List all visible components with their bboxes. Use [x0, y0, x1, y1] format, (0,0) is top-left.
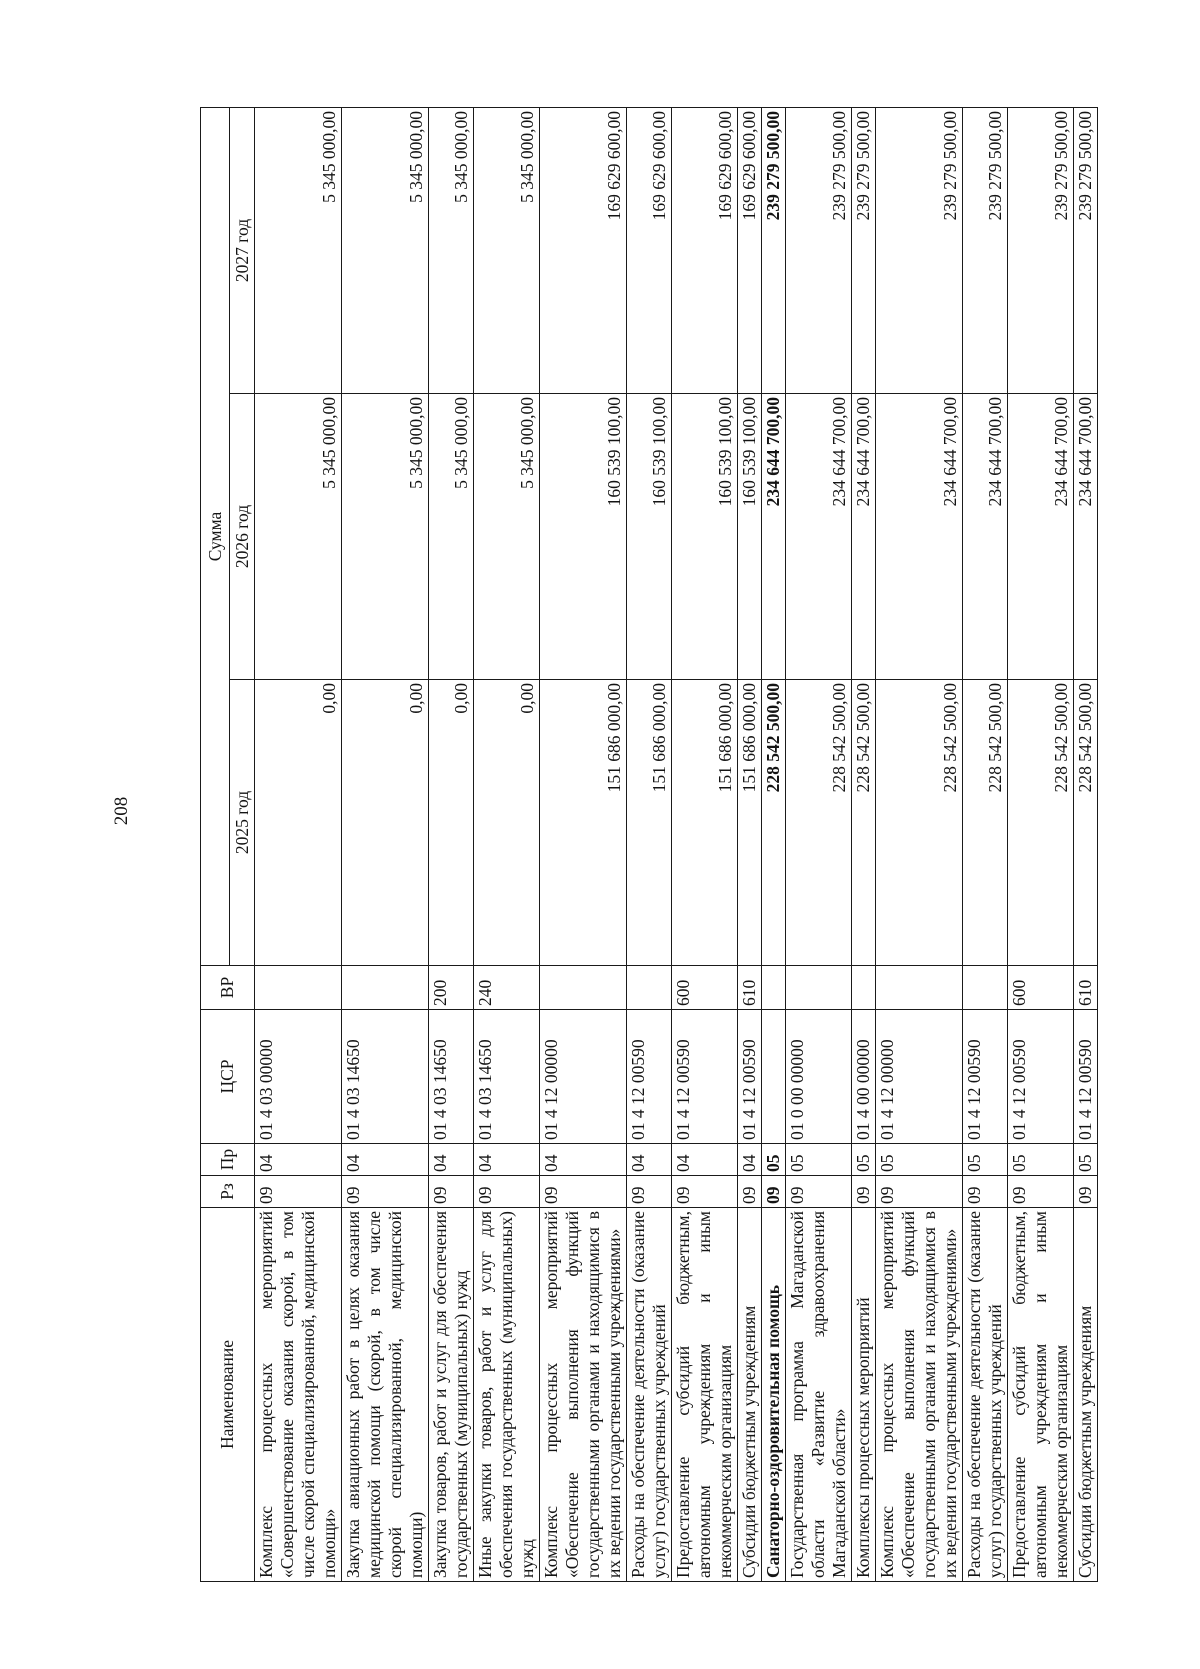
cell-y2027: 169 629 600,00: [540, 107, 627, 393]
cell-csr: 01 4 12 00000: [540, 1010, 627, 1144]
cell-vr: 600: [672, 966, 738, 1010]
cell-y2025: 228 542 500,00: [876, 680, 963, 966]
cell-vr: 610: [1074, 966, 1098, 1010]
cell-y2026: 234 644 700,00: [876, 394, 963, 680]
cell-pr: 04: [255, 1144, 342, 1176]
cell-y2025: 228 542 500,00: [963, 680, 1008, 966]
cell-pr: 05: [876, 1144, 963, 1176]
cell-csr: 01 4 12 00590: [627, 1010, 672, 1144]
cell-y2027: 239 279 500,00: [762, 107, 786, 393]
cell-y2025: 151 686 000,00: [672, 680, 738, 966]
cell-y2025: 0,00: [255, 680, 342, 966]
cell-pr: 05: [1008, 1144, 1074, 1176]
table-row: [627, 107, 672, 1581]
cell-y2026: 234 644 700,00: [963, 394, 1008, 680]
cell-y2026: 234 644 700,00: [852, 394, 876, 680]
cell-rz: 09: [876, 1176, 963, 1208]
cell-y2027: 239 279 500,00: [852, 107, 876, 393]
cell-y2025: 228 542 500,00: [786, 680, 852, 966]
table-row: [342, 107, 429, 1581]
cell-pr: 05: [786, 1144, 852, 1176]
cell-rz: 09: [672, 1176, 738, 1208]
cell-y2026: 5 345 000,00: [342, 394, 429, 680]
cell-vr: 600: [1008, 966, 1074, 1010]
cell-vr: [540, 966, 627, 1010]
cell-pr: 04: [342, 1144, 429, 1176]
cell-y2027: 5 345 000,00: [429, 107, 474, 393]
cell-csr: 01 4 12 00590: [672, 1010, 738, 1144]
header-name: Наименование: [201, 1208, 255, 1582]
cell-y2026: 234 644 700,00: [762, 394, 786, 680]
cell-vr: [786, 966, 852, 1010]
cell-csr: 01 4 12 00590: [738, 1010, 762, 1144]
cell-vr: [852, 966, 876, 1010]
cell-name: Комплекс процессных мероприятий «Обеспечение выполнения функций государственными органами и находящимися в их ведении государственными учреждениями»: [540, 1208, 627, 1582]
cell-y2025: 228 542 500,00: [762, 680, 786, 966]
cell-name: Иные закупки товаров, работ и услуг для обеспечения государственных (муниципальных) нужд: [474, 1208, 540, 1582]
cell-rz: 09: [540, 1176, 627, 1208]
cell-y2026: 5 345 000,00: [474, 394, 540, 680]
cell-vr: [963, 966, 1008, 1010]
cell-pr: 05: [963, 1144, 1008, 1176]
header-2025: 2025 год: [230, 680, 255, 966]
cell-vr: 200: [429, 966, 474, 1010]
header-sum: Сумма: [201, 107, 230, 965]
cell-pr: 05: [1074, 1144, 1098, 1176]
cell-name: Предоставление субсидий бюджетным, автономным учреждениям и иным некоммерческим организациям: [672, 1208, 738, 1582]
cell-vr: 610: [738, 966, 762, 1010]
cell-pr: 04: [627, 1144, 672, 1176]
cell-rz: 09: [762, 1176, 786, 1208]
cell-vr: 240: [474, 966, 540, 1010]
cell-y2025: 228 542 500,00: [852, 680, 876, 966]
cell-name: Субсидии бюджетным учреждениям: [1074, 1208, 1098, 1582]
table-row: [672, 107, 738, 1581]
table-row: [1074, 107, 1098, 1581]
cell-y2027: 169 629 600,00: [672, 107, 738, 393]
header-2026: 2026 год: [230, 394, 255, 680]
cell-name: Государственная программа Магаданской области «Развитие здравоохранения Магаданской области»: [786, 1208, 852, 1582]
cell-y2027: 239 279 500,00: [786, 107, 852, 393]
cell-y2027: 239 279 500,00: [1074, 107, 1098, 393]
cell-y2026: 5 345 000,00: [255, 394, 342, 680]
cell-rz: 09: [474, 1176, 540, 1208]
cell-y2026: 5 345 000,00: [429, 394, 474, 680]
cell-csr: 01 4 03 14650: [342, 1010, 429, 1144]
cell-y2027: 239 279 500,00: [1008, 107, 1074, 393]
cell-name: Закупка товаров, работ и услуг для обеспечения государственных (муниципальных) нужд: [429, 1208, 474, 1582]
header-rz: Рз: [201, 1176, 255, 1208]
rotated-page-content: [200, 108, 1095, 1582]
cell-rz: 09: [255, 1176, 342, 1208]
cell-y2026: 160 539 100,00: [627, 394, 672, 680]
cell-pr: 05: [852, 1144, 876, 1176]
cell-vr: [255, 966, 342, 1010]
table-row: [540, 107, 627, 1581]
cell-name: Комплекс процессных мероприятий «Обеспечение выполнения функций государственными органами и находящимися в их ведении государственными учреждениями»: [876, 1208, 963, 1582]
header-vr: ВР: [201, 966, 255, 1010]
table-row: [963, 107, 1008, 1581]
table-row: [762, 107, 786, 1581]
budget-table: [200, 107, 1098, 1582]
cell-y2025: 228 542 500,00: [1074, 680, 1098, 966]
cell-name: Расходы на обеспечение деятельности (оказание услуг) государственных учреждений: [963, 1208, 1008, 1582]
cell-csr: 01 4 12 00000: [876, 1010, 963, 1144]
cell-name: Комплексы процессных мероприятий: [852, 1208, 876, 1582]
cell-y2026: 234 644 700,00: [1074, 394, 1098, 680]
cell-csr: 01 0 00 00000: [786, 1010, 852, 1144]
cell-y2026: 234 644 700,00: [786, 394, 852, 680]
table-row: [429, 107, 474, 1581]
cell-rz: 09: [786, 1176, 852, 1208]
cell-pr: 04: [474, 1144, 540, 1176]
cell-y2027: 5 345 000,00: [474, 107, 540, 393]
cell-pr: 04: [429, 1144, 474, 1176]
table-row: [786, 107, 852, 1581]
cell-pr: 04: [738, 1144, 762, 1176]
cell-name: Расходы на обеспечение деятельности (оказание услуг) государственных учреждений: [627, 1208, 672, 1582]
cell-y2026: 234 644 700,00: [1008, 394, 1074, 680]
cell-csr: [762, 1010, 786, 1144]
table-row: [852, 107, 876, 1581]
cell-pr: 04: [672, 1144, 738, 1176]
cell-csr: 01 4 03 00000: [255, 1010, 342, 1144]
cell-name: Санаторно-оздоровительная помощь: [762, 1208, 786, 1582]
cell-rz: 09: [1008, 1176, 1074, 1208]
table-row: [876, 107, 963, 1581]
cell-y2027: 5 345 000,00: [255, 107, 342, 393]
cell-name: Предоставление субсидий бюджетным, автономным учреждениям и иным некоммерческим организациям: [1008, 1208, 1074, 1582]
table-body: [255, 107, 1098, 1581]
cell-y2027: 239 279 500,00: [963, 107, 1008, 393]
cell-name: Комплекс процессных мероприятий «Совершенствование оказания скорой, в том числе скорой специализированной, медицинской помощи»: [255, 1208, 342, 1582]
cell-vr: [627, 966, 672, 1010]
cell-y2027: 5 345 000,00: [342, 107, 429, 393]
cell-vr: [876, 966, 963, 1010]
table-row: [1008, 107, 1074, 1581]
cell-name: Закупка авиационных работ в целях оказания медицинской помощи (скорой, в том числе скорой специализированной, медицинской помощи): [342, 1208, 429, 1582]
header-2027: 2027 год: [230, 107, 255, 393]
cell-csr: 01 4 12 00590: [1074, 1010, 1098, 1144]
cell-y2026: 160 539 100,00: [672, 394, 738, 680]
cell-y2025: 0,00: [342, 680, 429, 966]
cell-y2026: 160 539 100,00: [738, 394, 762, 680]
cell-y2025: 151 686 000,00: [627, 680, 672, 966]
cell-y2025: 151 686 000,00: [540, 680, 627, 966]
cell-rz: 09: [429, 1176, 474, 1208]
cell-csr: 01 4 03 14650: [474, 1010, 540, 1144]
cell-pr: 04: [540, 1144, 627, 1176]
cell-rz: 09: [852, 1176, 876, 1208]
cell-y2025: 0,00: [429, 680, 474, 966]
cell-y2025: 0,00: [474, 680, 540, 966]
cell-y2026: 160 539 100,00: [540, 394, 627, 680]
cell-y2027: 169 629 600,00: [627, 107, 672, 393]
cell-rz: 09: [1074, 1176, 1098, 1208]
cell-rz: 09: [342, 1176, 429, 1208]
cell-rz: 09: [738, 1176, 762, 1208]
table-row: [474, 107, 540, 1581]
cell-csr: 01 4 12 00590: [963, 1010, 1008, 1144]
table-row: [738, 107, 762, 1581]
page-number: 208: [111, 796, 132, 826]
cell-y2027: 169 629 600,00: [738, 107, 762, 393]
cell-rz: 09: [963, 1176, 1008, 1208]
header-csr: ЦСР: [201, 1010, 255, 1144]
table-row: [255, 107, 342, 1581]
cell-pr: 05: [762, 1144, 786, 1176]
cell-vr: [762, 966, 786, 1010]
cell-y2027: 239 279 500,00: [876, 107, 963, 393]
header-pr: Пр: [201, 1144, 255, 1176]
cell-csr: 01 4 03 14650: [429, 1010, 474, 1144]
cell-csr: 01 4 12 00590: [1008, 1010, 1074, 1144]
cell-vr: [342, 966, 429, 1010]
cell-name: Субсидии бюджетным учреждениям: [738, 1208, 762, 1582]
cell-rz: 09: [627, 1176, 672, 1208]
cell-y2025: 151 686 000,00: [738, 680, 762, 966]
cell-csr: 01 4 00 00000: [852, 1010, 876, 1144]
cell-y2025: 228 542 500,00: [1008, 680, 1074, 966]
table-header: [201, 107, 255, 1581]
